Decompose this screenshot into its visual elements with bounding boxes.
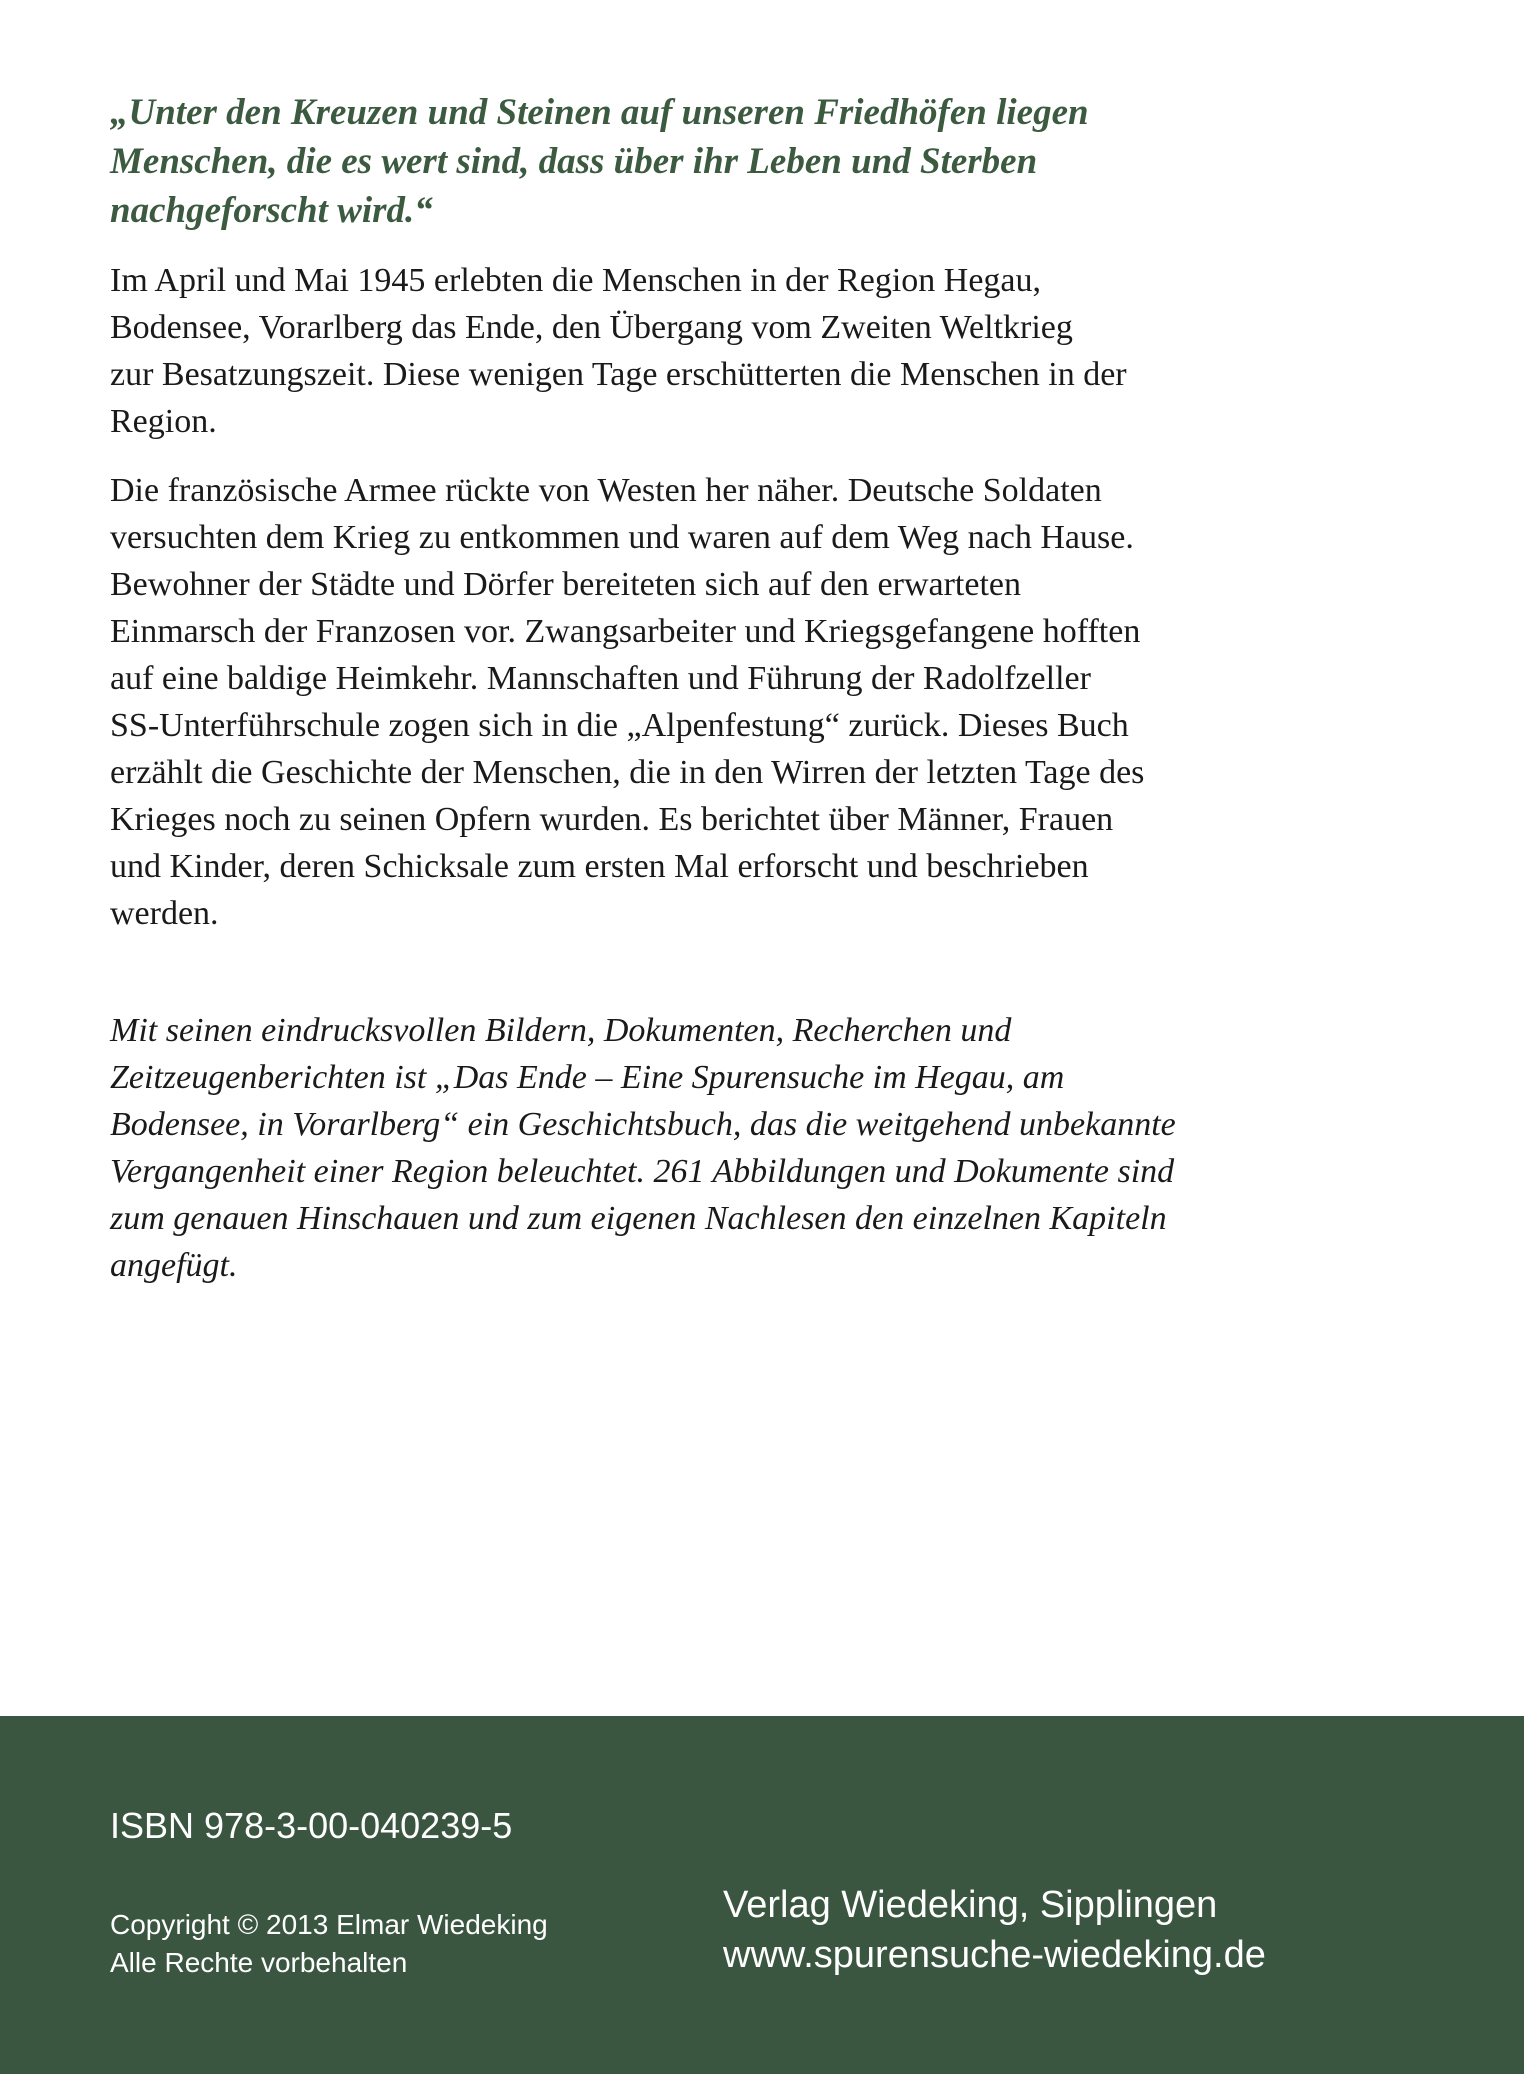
- copyright-line: Copyright © 2013 Elmar Wiedeking: [110, 1909, 548, 1940]
- publisher-website: www.spurensuche-wiedeking.de: [723, 1934, 1266, 1976]
- copyright-notice: [110, 1906, 548, 1982]
- footer-band: [0, 1716, 1524, 2074]
- book-description-paragraph: Mit seinen eindrucksvollen Bildern, Dokumenten, Recherchen und Zeitzeugenberichten ist „Das Ende – Eine Spurensuche im Hegau, am Bodensee, in Vorarlberg“ ein Geschichtsbuch, das die weitgehend unbekannte Vergangenheit einer Region beleuchtet. 261 Abbildungen und Dokumente sind zum genauen Hinschauen und zum eigenen Nachlesen den einzelnen Kapiteln angefügt.: [110, 1012, 1176, 1284]
- publisher-name: Verlag Wiedeking, Sipplingen: [723, 1884, 1218, 1926]
- publisher-info: [723, 1880, 1266, 1980]
- intro-paragraph: Im April und Mai 1945 erlebten die Menschen in der Region Hegau, Bodensee, Vorarlberg das Ende, den Übergang vom Zweiten Weltkrieg zur Besatzungszeit. Diese wenigen Tage erschütterten die Menschen in der Region.: [110, 262, 1127, 440]
- story-paragraph: Die französische Armee rückte von Westen her näher. Deutsche Soldaten versuchten dem Krieg zu entkommen und waren auf dem Weg nach Hause. Bewohner der Städte und Dörfer bereiteten sich auf den erwarteten Einmarsch der Franzosen vor. Zwangsarbeiter und Kriegsgefangene hofften auf eine baldige Heimkehr. Mannschaften und Führung der Radolfzeller SS-Unterführschule zogen sich in die „Alpenfestung“ zurück. Dieses Buch erzählt die Geschichte der Menschen, die in den Wirren der letzten Tage des Krieges noch zu seinen Opfern wurden. Es berichtet über Männer, Frauen und Kinder, deren Schicksale zum ersten Mal erforscht und beschrieben werden.: [110, 472, 1145, 932]
- rights-reserved-line: Alle Rechte vorbehalten: [110, 1947, 408, 1978]
- text-content: [110, 88, 1430, 1289]
- isbn: ISBN 978-3-00-040239-5: [110, 1805, 513, 1846]
- epigraph-quote: „Unter den Kreuzen und Steinen auf unseren Friedhöfen liegen Menschen, die es wert sind, dass über ihr Leben und Sterben nachgeforscht wird.“: [110, 92, 1089, 231]
